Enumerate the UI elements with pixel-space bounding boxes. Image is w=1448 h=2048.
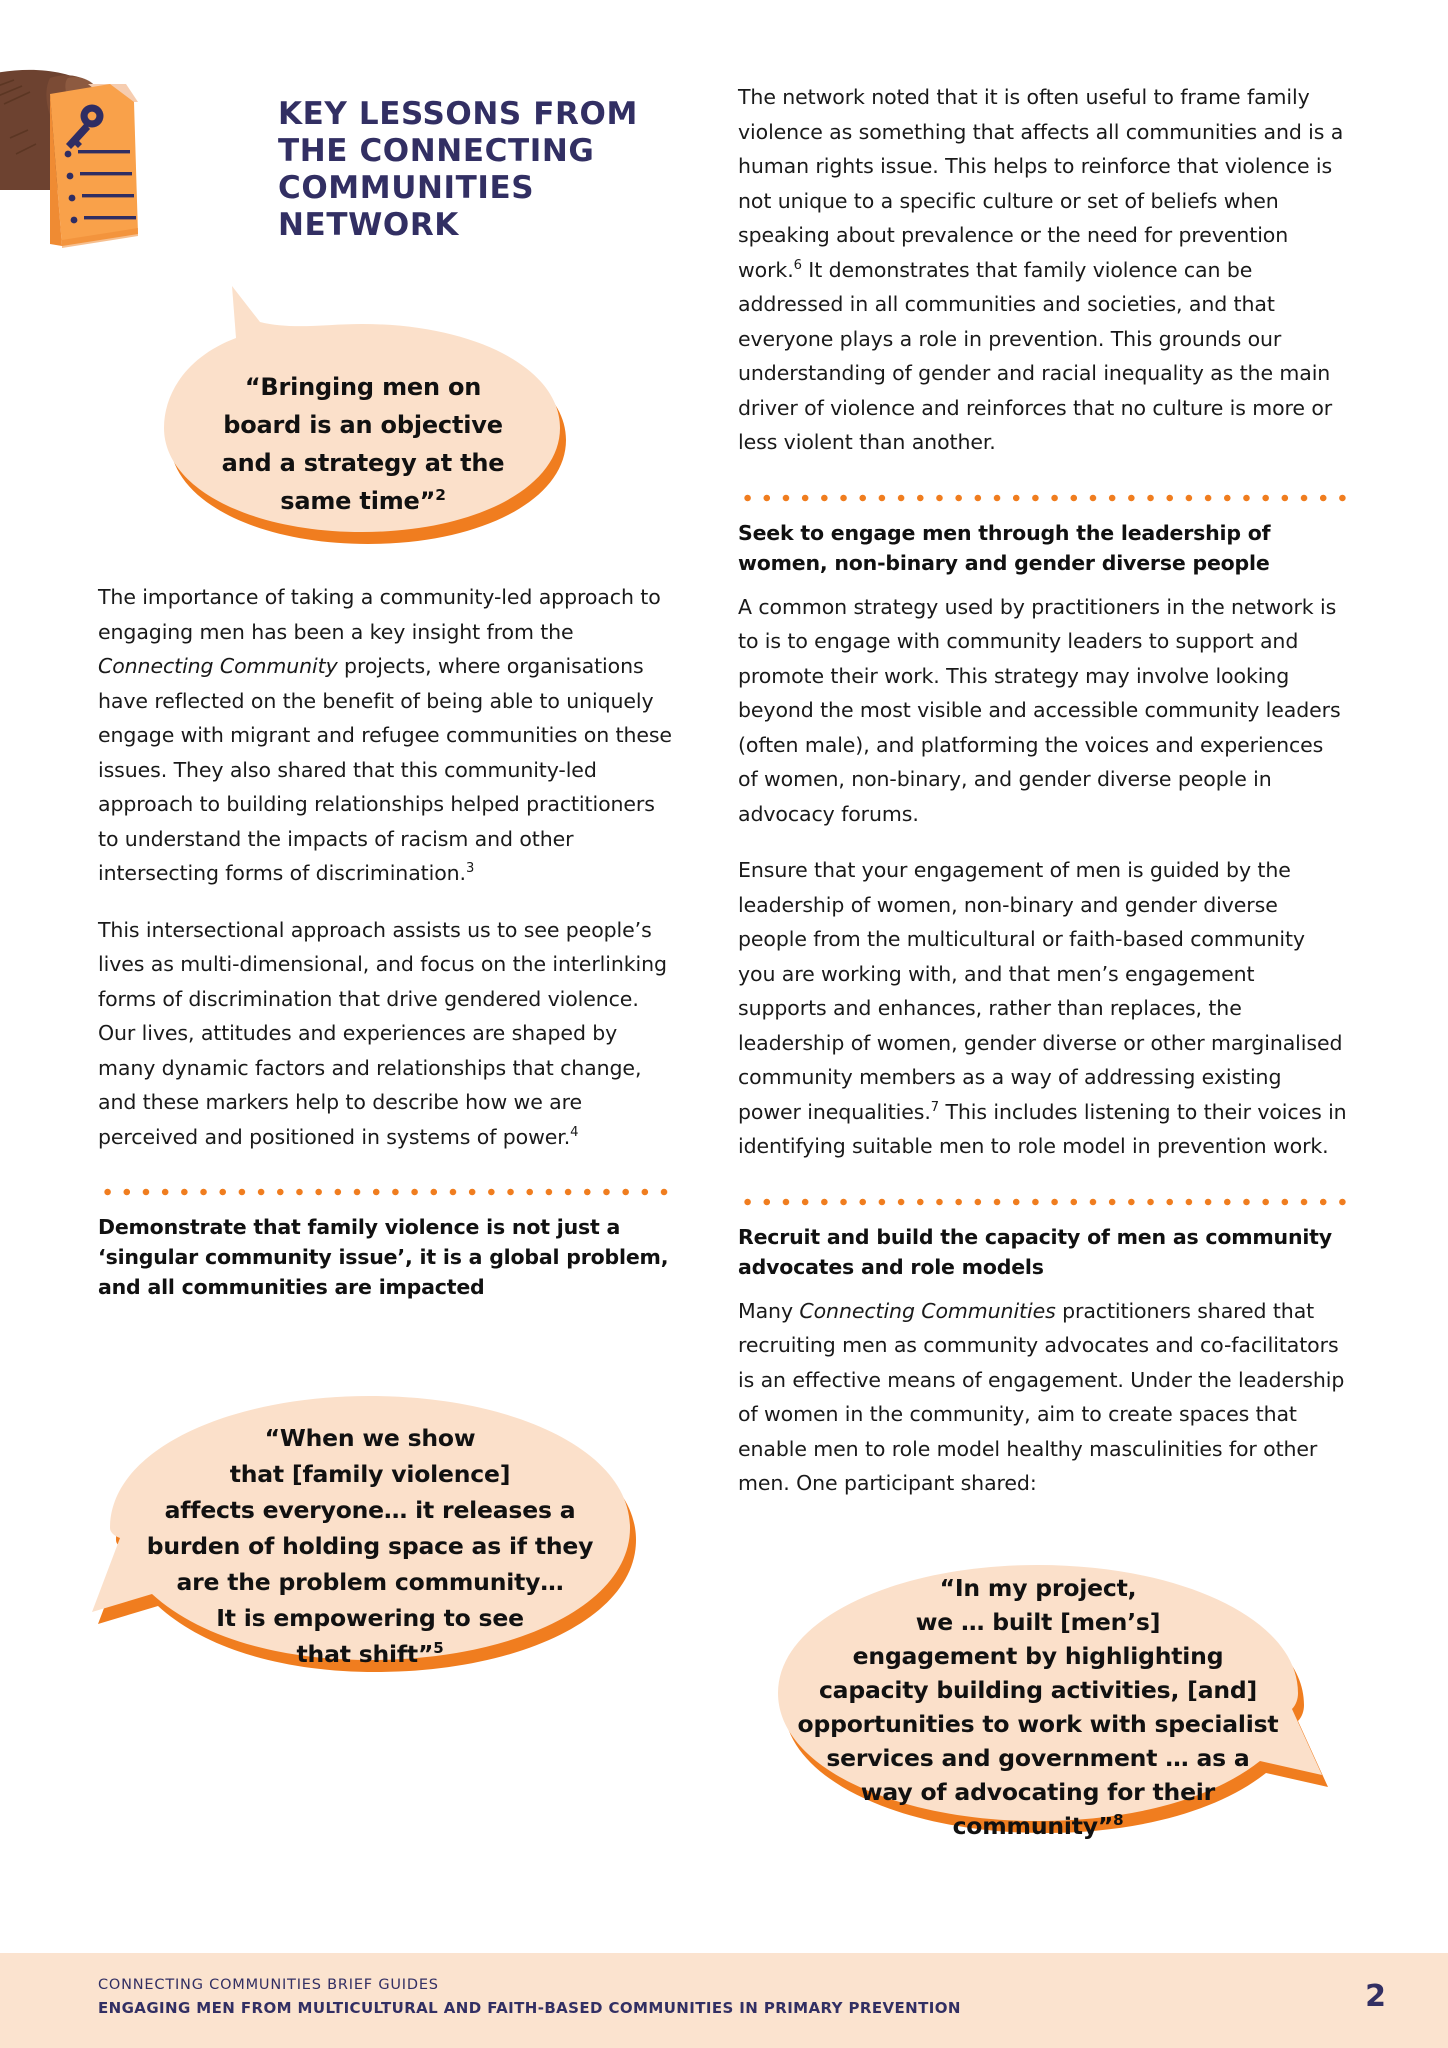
quote-bubble-1-text: “Bringing men on board is an objective and a strategy at the same time”$^2$ xyxy=(221,373,505,515)
quote-bubble-3-text: “In my project, we … built [men’s] engagement by highlighting capacity building activities, [and] opportunities to work with specialist services and government … as a way of advocating for their community”$^8$ xyxy=(797,1573,1279,1840)
right-subhead-1: Seek to engage men through the leadership of women, non-binary and gender diverse people xyxy=(738,520,1271,575)
quote-1-footnote: 2 xyxy=(435,486,446,504)
left-p2-text: This intersectional approach assists us to see people’s lives as multi-dimensional, and focus on the interlinking forms of discrimination that drive gendered violence. Our lives, attitudes and experiences are shaped by many dynamic factors and relationships that change, and these markers help to describe how we are perceived and positioned in systems of power. xyxy=(98,917,667,1149)
quote-3-footnote: 8 xyxy=(1113,1810,1124,1829)
page-footer xyxy=(0,1953,1448,2048)
right-p1-part-a: The network noted that it is often useful to frame family violence as something that affects all communities and is a human rights issue. This helps to reinforce that violence is not unique to a specific culture or set of beliefs when speaking about prevalence or the need for prevention work. xyxy=(738,85,1344,282)
right-subhead-2: Recruit and build the capacity of men as community advocates and role models xyxy=(738,1224,1332,1279)
page-number: 2 xyxy=(1365,1979,1386,2014)
left-subhead-1: Demonstrate that family violence is not just a ‘singular community issue’, it is a global problem, and all communities are impacted xyxy=(98,1215,669,1299)
right-p4-italic: Connecting Communities xyxy=(799,1298,1056,1323)
left-column xyxy=(98,80,678,1708)
right-p1-footnote: 6 xyxy=(793,257,802,273)
left-column-spacer xyxy=(98,80,678,260)
left-p1-footnote: 3 xyxy=(465,861,475,877)
page-title: KEY LESSONS FROM THE CONNECTING COMMUNITIES NETWORK xyxy=(278,96,638,243)
quote-bubble-3 xyxy=(726,1513,1336,1843)
right-p3-part-a: Ensure that your engagement of men is guided by the leadership of women, non-binary and gender diverse people from the multicultural or faith-based community you are working with, and that men’s engagement supports and enhances, rather than replaces, the leadership of women, gender diverse or other marginalised community members as a way of addressing existing power inequalities. xyxy=(738,858,1343,1124)
right-column xyxy=(738,80,1348,1843)
right-p3-footnote: 7 xyxy=(930,1099,940,1115)
dotted-divider-left-1 xyxy=(98,1176,678,1196)
quote-bubble-2-text: “When we show that [family violence] affects everyone… it releases a burden of holding space as if they are the problem community… It is empowering to see that shift”$^5$ xyxy=(146,1424,594,1668)
left-p1-part-b: projects, where organisations have reflected on the benefit of being able to uniquely engage with migrant and refugee communities on these issues. They also shared that this community-led approach to building relationships helped practitioners to understand the impacts of racism and other intersecting forms of discrimination. xyxy=(98,654,672,885)
quote-2-footnote: 5 xyxy=(433,1639,444,1658)
left-paragraph-1 xyxy=(98,580,678,891)
right-p3-part-b: This includes listening to their voices in identifying suitable men to role model in prevention work. xyxy=(738,1099,1347,1158)
left-p2-footnote: 4 xyxy=(570,1124,579,1140)
right-p4-part-b: practitioners shared that recruiting men as community advocates and co-facilitators is an effective means of engagement. Under the leadership of women in the community, aim to create spaces that enable men to role model healthy masculinities for other men. One participant shared: xyxy=(738,1298,1345,1495)
footer-series-label: CONNECTING COMMUNITIES BRIEF GUIDES xyxy=(98,1977,439,1993)
left-paragraph-2 xyxy=(98,913,678,1155)
right-paragraph-3 xyxy=(738,853,1348,1164)
quote-bubble-1 xyxy=(148,260,568,560)
quote-bubble-2 xyxy=(78,1348,658,1708)
right-p1-part-b: It demonstrates that family violence can be addressed in all communities and societies, and that everyone plays a role in prevention. This grounds our understanding of gender and racial inequality as the main driver of violence and reinforces that no culture is more or less violent than another. xyxy=(738,257,1333,454)
right-paragraph-2: A common strategy used by practitioners in the network is to is to engage with community leaders to support and promote their work. This strategy may involve looking beyond the most visible and accessible community leaders (often male), and platforming the voices and experiences of women, non-binary, and gender diverse people in advocacy forums. xyxy=(738,594,1341,826)
footer-document-title: ENGAGING MEN FROM MULTICULTURAL AND FAITH-BASED COMMUNITIES IN PRIMARY PREVENTION xyxy=(98,1999,961,2017)
right-paragraph-1 xyxy=(738,80,1348,460)
left-p1-part-a: The importance of taking a community-led approach to engaging men has been a key insight from the xyxy=(98,585,661,644)
dotted-divider-right-1 xyxy=(738,482,1348,502)
left-p1-italic: Connecting Community xyxy=(98,654,338,678)
right-p4-part-a: Many xyxy=(738,1298,800,1323)
dotted-divider-right-2 xyxy=(738,1186,1348,1206)
right-paragraph-4 xyxy=(738,1294,1348,1501)
